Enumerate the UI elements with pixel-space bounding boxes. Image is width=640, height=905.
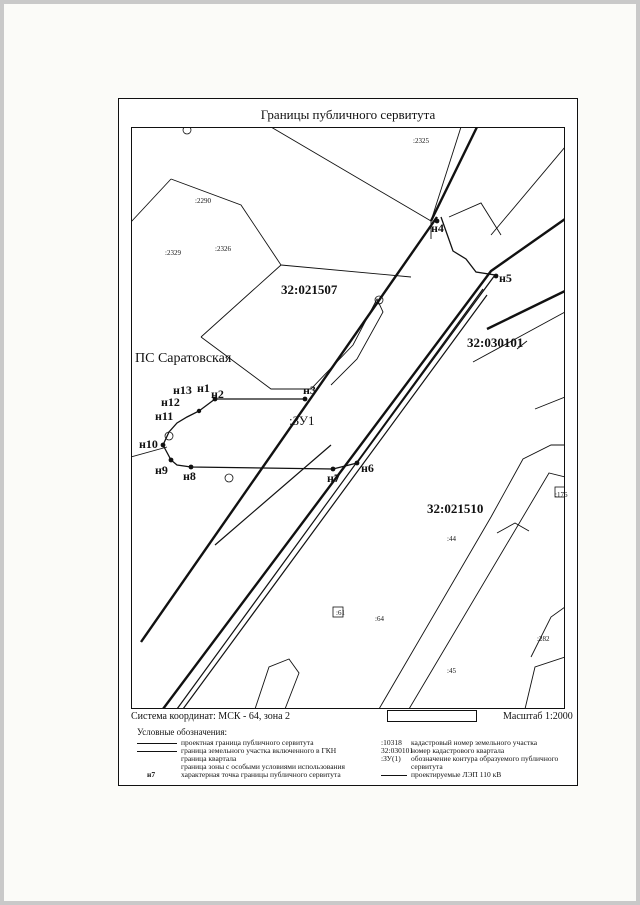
legend-item: проектная граница публичного сервитута [181,738,314,747]
parcel-label-176: :176 [555,491,568,499]
parcel-label-45: :45 [447,667,456,675]
point-n10 [161,443,166,448]
point-label-n7: н7 [327,471,340,485]
quarter-label-021510: 32:021510 [427,501,484,516]
legend-item: характерная точка границы публичного сервитута [181,770,341,779]
parcel-2290-outline [171,179,281,337]
legend-sample-line [137,751,177,752]
parcel-boundaries [131,127,568,709]
parcel-number-markers [165,127,568,617]
legend-key: :10318 [381,738,402,747]
point-label-n4: н4 [431,221,444,235]
parcel-44-outline [379,445,568,709]
parcel-label-282: :282 [537,635,550,643]
parcel-label-61: :61 [336,609,345,617]
point-label-n1: н1 [197,381,210,395]
legend-item: обозначение контура образуемого публичного сервитута [411,754,559,771]
point-label-n6: н6 [361,461,374,475]
legend-item: граница земельного участка включенного в ГКН [181,746,337,755]
scale-label: Масштаб 1:2000 [503,711,573,722]
point-label-n2: н2 [211,387,224,401]
scale-bar-box [387,710,477,722]
parcel-label-2329: :2329 [165,249,181,257]
parcel-label-2326: :2326 [215,245,231,253]
legend-item: кадастровый номер земельного участка [411,738,538,747]
plan-title: Границы публичного сервитута [260,107,436,122]
point-n6 [355,461,360,466]
legend-item: номер кадастрового квартала [411,746,505,755]
point-label-n11: н11 [155,409,174,423]
quarter-label-030101: 32:030101 [467,335,524,350]
parcel-label-2290: :2290 [195,197,211,205]
plan-sheet [118,98,578,786]
point-label-n8: н8 [183,469,196,483]
zone-label: :ЗУ1 [289,413,315,428]
servitude-contour [163,217,495,469]
point-n1 [197,409,201,413]
coordinate-system: Система координат: МСК - 64, зона 2 [131,711,291,722]
point-n5 [494,274,499,279]
substation-label: ПС Саратовская [135,351,232,366]
parcel-label-64: :64 [375,615,384,623]
legend-sample-line [137,743,177,744]
quarter-label-021507: 32:021507 [281,282,338,297]
legend-sample-line [381,775,407,776]
map-drawing [131,127,568,709]
point-label-n3: н3 [303,383,316,397]
point-label-n5: н5 [499,271,512,285]
parcel-label-2325: :2325 [413,137,429,145]
quarter-boundaries [141,127,568,709]
scanned-page [4,4,636,901]
legend-key: :ЗУ(1) [381,754,401,763]
point-n9 [169,458,174,463]
parcel-label-44: :44 [447,535,456,543]
legend-key: 32:030101 [381,746,414,755]
quarter-line-north [431,127,477,221]
legend-point-sample: н7 [147,770,156,779]
point-label-n13: н13 [173,383,192,397]
legend-header: Условные обозначения: [137,727,228,737]
quarter-line-west [141,217,437,642]
legend-item: граница зоны с особыми условиями использования [181,762,346,771]
legend-item: граница квартала [181,754,237,763]
point-label-n12: н12 [161,395,180,409]
point-label-n9: н9 [155,463,168,477]
legend-item: проектируемые ЛЭП 110 кВ [411,770,502,779]
cadastral-map[interactable] [131,127,568,801]
point-label-n10: н10 [139,437,158,451]
